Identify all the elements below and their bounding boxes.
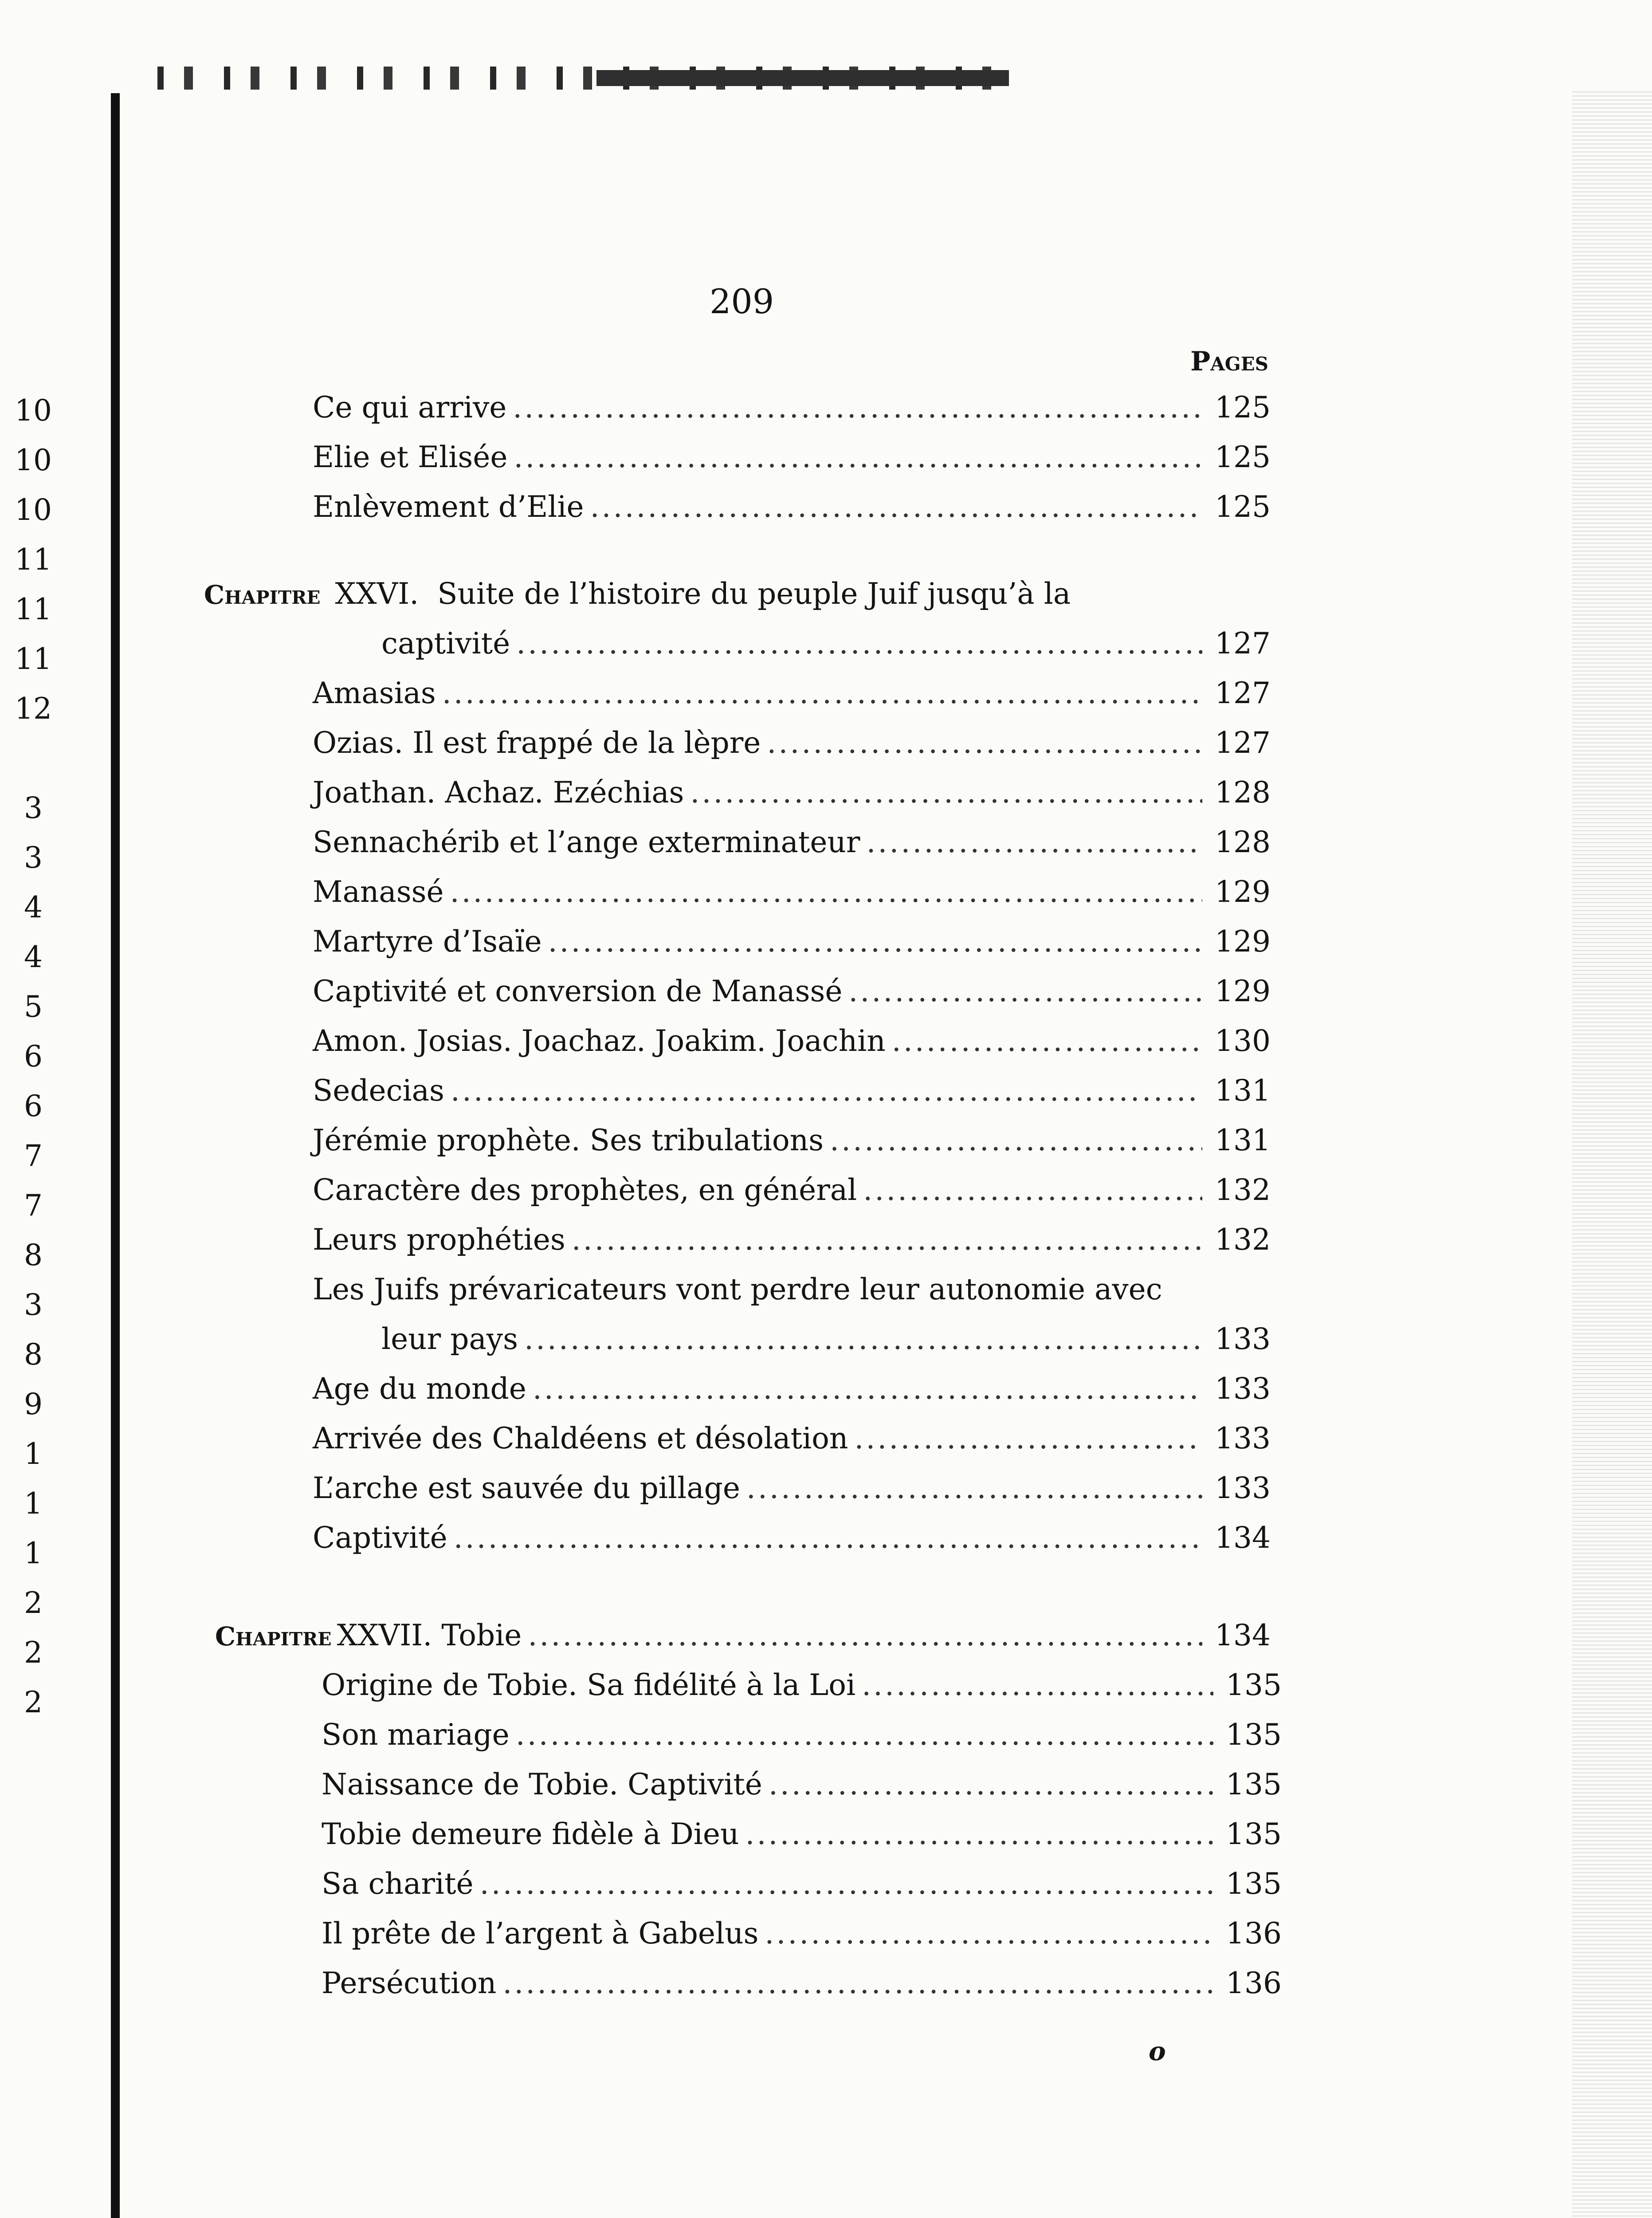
toc-entry-title: Age du monde [313, 1372, 526, 1406]
leader-dots [572, 1223, 1202, 1257]
toc-entry [313, 676, 1271, 726]
toc-entry-title: Leurs prophéties [313, 1223, 565, 1257]
chapter-label: Chapitre [204, 580, 321, 610]
toc-entry-page: 135 [1226, 1718, 1282, 1752]
leader-dots [848, 974, 1202, 1008]
pages-heading: Pages [1190, 346, 1268, 377]
toc-entry [322, 1718, 1282, 1767]
toc-entry-page: 131 [1215, 1074, 1271, 1108]
toc-entry-page: 136 [1226, 1916, 1282, 1951]
toc-entry-page: 134 [1215, 1618, 1271, 1652]
toc-entry-title: Amon. Josias. Joachaz. Joakim. Joachin [313, 1024, 886, 1058]
toc-entry [381, 626, 1271, 676]
toc-entry-title: Ce qui arrive [313, 390, 507, 425]
toc-entry [313, 440, 1271, 490]
toc-entry [313, 974, 1271, 1024]
toc-entry [313, 390, 1271, 440]
leader-dots [866, 825, 1202, 859]
margin-number: 3 [24, 1288, 43, 1322]
leader-dots [516, 1718, 1213, 1752]
toc-entry [322, 1867, 1282, 1916]
toc-entry-long-first-line: Les Juifs prévaricateurs vont perdre leur autonomie avec [313, 1272, 1162, 1306]
chapter-title-continuation: captivité [381, 626, 510, 661]
toc-entry-page: 129 [1215, 924, 1271, 959]
margin-number: 10 [15, 443, 52, 477]
margin-number: 11 [15, 642, 52, 676]
chapter-title: Tobie [441, 1618, 522, 1652]
leader-dots [450, 875, 1202, 909]
margin-number [0, 734, 67, 783]
leader-dots [548, 924, 1202, 959]
toc-entry-title: L’arche est sauvée du pillage [313, 1471, 740, 1505]
toc-entry [313, 1521, 1271, 1570]
toc-entry-title: Elie et Elisée [313, 440, 508, 474]
leader-dots [514, 440, 1202, 474]
toc-entry-title: Arrivée des Chaldéens et désolation [313, 1421, 848, 1455]
toc-entry-page: 125 [1215, 440, 1271, 474]
leader-dots [502, 1966, 1213, 2000]
toc-entry-title: Naissance de Tobie. Captivité [322, 1767, 762, 1801]
margin-number: 10 [15, 493, 52, 527]
toc-entry-page: 133 [1215, 1421, 1271, 1455]
toc-entry-title: Ozias. Il est frappé de la lèpre [313, 726, 761, 760]
toc-entry-page: 128 [1215, 825, 1271, 859]
toc-entry [313, 924, 1271, 974]
leader-dots [745, 1817, 1213, 1851]
toc-entry-page: 127 [1215, 726, 1271, 760]
toc-entry-page: 136 [1226, 1966, 1282, 2000]
page-number: 209 [710, 282, 774, 321]
leader-dots [533, 1372, 1202, 1406]
toc-entry [313, 1223, 1271, 1272]
margin-number: 4 [24, 940, 43, 974]
toc-entry-page: 133 [1215, 1372, 1271, 1406]
toc-entry [313, 1123, 1271, 1173]
margin-number: 11 [15, 543, 52, 577]
toc-entry-page: 127 [1215, 626, 1271, 661]
margin-number: 7 [24, 1139, 43, 1173]
toc-entry-title: Captivité et conversion de Manassé [313, 974, 843, 1008]
toc-entry-title: Enlèvement d’Elie [313, 490, 584, 524]
toc-entry-page: 135 [1226, 1668, 1282, 1702]
chapter-label: Chapitre [215, 1621, 332, 1652]
margin-number: 3 [24, 841, 43, 875]
toc-entry-page: 135 [1226, 1867, 1282, 1901]
margin-number: 1 [24, 1487, 43, 1521]
margin-number: 12 [15, 692, 52, 726]
margin-number: 2 [24, 1636, 43, 1670]
margin-number: 2 [24, 1685, 43, 1719]
toc-entry-page: 135 [1226, 1767, 1282, 1801]
toc-entry [313, 490, 1271, 539]
margin-number: 9 [24, 1387, 43, 1421]
binding-rule [111, 93, 120, 2218]
margin-number: 6 [24, 1089, 43, 1123]
toc-entry-page: 125 [1215, 490, 1271, 524]
toc-entry-page: 132 [1215, 1223, 1271, 1257]
leader-dots [528, 1618, 1202, 1652]
toc-entry-title: leur pays [381, 1322, 518, 1356]
toc-entry [322, 1966, 1282, 2016]
margin-number: 4 [24, 890, 43, 924]
leader-dots [516, 626, 1202, 661]
toc-entry-title: Manassé [313, 875, 444, 909]
toc-entry-title: Sedecias [313, 1074, 444, 1108]
toc-entry-title: Jérémie prophète. Ses tribulations [313, 1123, 824, 1157]
leader-dots [442, 676, 1202, 710]
toc-entry [313, 1471, 1271, 1521]
leader-dots [769, 1767, 1213, 1801]
leader-dots [767, 726, 1202, 760]
toc-entry [313, 726, 1271, 775]
margin-number: 3 [24, 791, 43, 825]
leader-dots [863, 1173, 1202, 1207]
toc-entry-title: Joathan. Achaz. Ezéchias [313, 775, 684, 810]
toc-entry-title: Caractère des prophètes, en général [313, 1173, 857, 1207]
margin-number: 2 [24, 1586, 43, 1620]
toc-entry-page: 135 [1226, 1817, 1282, 1851]
toc-entry-title: Martyre d’Isaïe [313, 924, 542, 959]
chapter-number: XXVII. [337, 1618, 432, 1652]
toc-entry [313, 1372, 1271, 1421]
leader-dots [513, 390, 1202, 425]
margin-number: 10 [15, 393, 52, 428]
leader-dots [451, 1074, 1202, 1108]
leader-dots [480, 1867, 1213, 1901]
toc-entry-title: Sa charité [322, 1867, 474, 1901]
stray-mark: o [1149, 2036, 1166, 2066]
toc-entry-title: Amasias [313, 676, 436, 710]
leader-dots [690, 775, 1202, 810]
toc-entry-page: 132 [1215, 1173, 1271, 1207]
leader-dots [830, 1123, 1202, 1157]
toc-entry-title: Sennachérib et l’ange exterminateur [313, 825, 860, 859]
leader-dots [524, 1322, 1202, 1356]
toc-entry [313, 775, 1271, 825]
margin-number: 8 [24, 1238, 43, 1272]
chapter-heading [204, 577, 1071, 626]
leader-dots [590, 490, 1202, 524]
toc-entry [313, 825, 1271, 875]
leader-dots [862, 1668, 1213, 1702]
facing-page-edge [1572, 89, 1652, 2218]
toc-entry [313, 1074, 1271, 1123]
toc-entry [322, 1817, 1282, 1867]
chapter-heading [215, 1618, 1271, 1668]
leader-dots [854, 1421, 1202, 1455]
toc-entry-page: 129 [1215, 875, 1271, 909]
toc-entry-page: 129 [1215, 974, 1271, 1008]
toc-entry-page: 125 [1215, 390, 1271, 425]
margin-number: 11 [15, 592, 52, 626]
toc-entry-page: 128 [1215, 775, 1271, 810]
leader-dots [765, 1916, 1213, 1951]
toc-entry-title: Tobie demeure fidèle à Dieu [322, 1817, 739, 1851]
toc-entry-title: Persécution [322, 1966, 497, 2000]
chapter-title: Suite de l’histoire du peuple Juif jusqu’à la [437, 577, 1071, 611]
toc-entry-title: Il prête de l’argent à Gabelus [322, 1916, 759, 1951]
chapter-number: XXVI. [335, 577, 419, 611]
toc-entry [313, 875, 1271, 924]
toc-entry-page: 133 [1215, 1471, 1271, 1505]
toc-entry [313, 1421, 1271, 1471]
margin-number: 7 [24, 1188, 43, 1223]
toc-entry-title: Son mariage [322, 1718, 510, 1752]
toc-entry [313, 1024, 1271, 1074]
toc-entry-title: Captivité [313, 1521, 447, 1555]
toc-entry [322, 1767, 1282, 1817]
margin-number: 1 [24, 1536, 43, 1570]
margin-number: 1 [24, 1437, 43, 1471]
leader-dots [892, 1024, 1202, 1058]
toc-entry [313, 1173, 1271, 1223]
margin-number: 6 [24, 1039, 43, 1074]
toc-entry [322, 1668, 1282, 1718]
toc-entry-title: Origine de Tobie. Sa fidélité à la Loi [322, 1668, 856, 1702]
toc-entry-page: 131 [1215, 1123, 1271, 1157]
toc-entry-page: 130 [1215, 1024, 1271, 1058]
facing-page-margin-numbers [0, 386, 67, 1727]
toc-entry-page: 134 [1215, 1521, 1271, 1555]
leader-dots [454, 1521, 1202, 1555]
toc-entry [381, 1322, 1271, 1372]
margin-number: 8 [24, 1337, 43, 1372]
leader-dots [746, 1471, 1202, 1505]
toc-entry-page: 127 [1215, 676, 1271, 710]
margin-number: 5 [24, 990, 43, 1024]
scan-artifact-top [157, 67, 1009, 90]
toc-entry-page: 133 [1215, 1322, 1271, 1356]
toc-entry [322, 1916, 1282, 1966]
